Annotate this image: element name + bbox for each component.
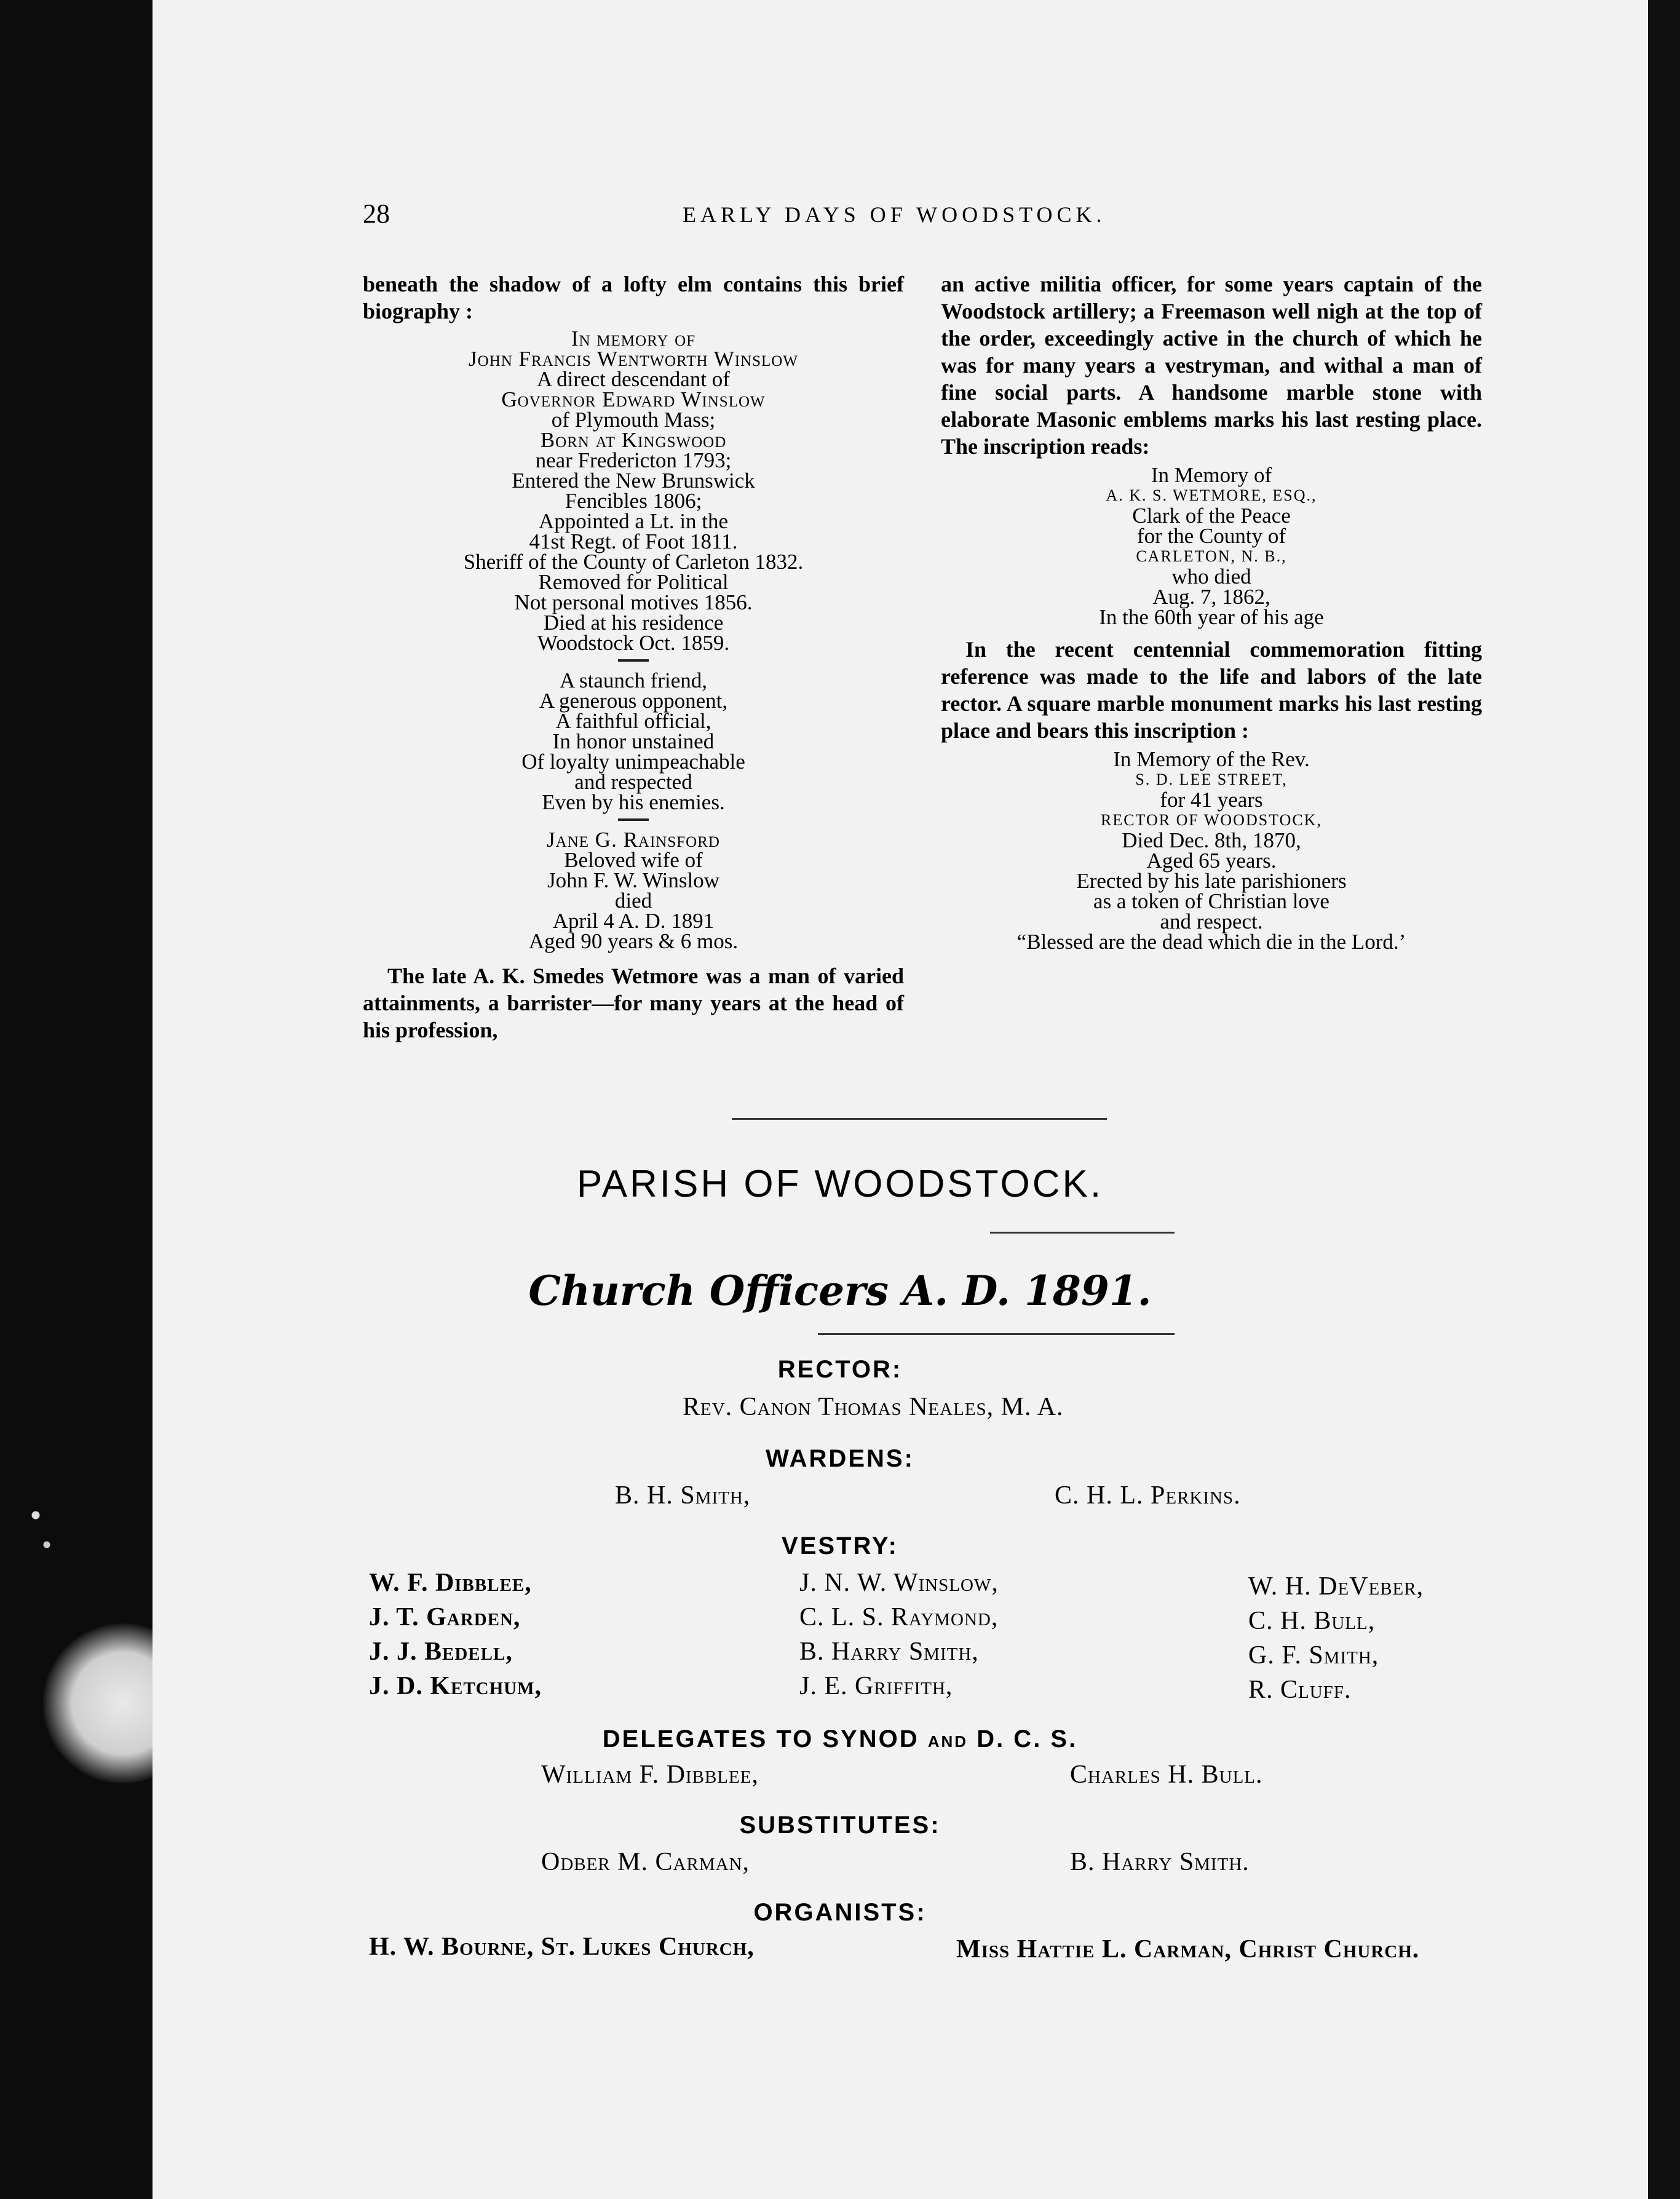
wetmore-inscription-line: In Memory of	[1151, 463, 1272, 487]
right-column	[941, 271, 1482, 952]
substitute-name: Odber M. Carman,	[541, 1848, 750, 1876]
parish-heading: PARISH OF WOODSTOCK.	[576, 1163, 1104, 1205]
inscription-line: Appointed a Lt. in the	[538, 509, 729, 533]
warden-name: B. H. Smith,	[615, 1481, 751, 1510]
wife-inscription-line: John F. W. Winslow	[547, 868, 720, 892]
inscription-line: 41st Regt. of Foot 1811.	[529, 529, 738, 553]
street-inscription-line: RECTOR OF WOODSTOCK,	[1101, 811, 1322, 829]
inscription-line: Born at Kingswood	[540, 428, 727, 452]
tribute-line: A generous opponent,	[539, 689, 728, 713]
vestry-member: W. H. DeVeber,	[1248, 1572, 1424, 1601]
inscription-line: In memory of	[571, 327, 696, 351]
scan-right-edge	[1648, 0, 1680, 2199]
vestry-member: J. J. Bedell,	[369, 1638, 513, 1666]
vestry-member: C. L. S. Raymond,	[799, 1603, 999, 1631]
wife-inscription-line: Jane G. Rainsford	[547, 828, 720, 852]
organists-label: ORGANISTS:	[753, 1899, 927, 1926]
inscription-line: Removed for Political	[538, 570, 729, 594]
street-inscription-line: “Blessed are the dead which die in the Lord.’	[1016, 930, 1406, 954]
subtitle-rule	[818, 1333, 1175, 1335]
inscription-line: Not personal motives 1856.	[514, 590, 753, 614]
delegates-label-dcs: D. C. S.	[977, 1726, 1078, 1753]
street-inscription-line: for 41 years	[1160, 788, 1263, 812]
rector-name: Rev. Canon Thomas Neales, M. A.	[683, 1393, 1064, 1421]
inscription-line: Died at his residence	[543, 611, 724, 635]
tribute-line: Even by his enemies.	[542, 790, 725, 814]
centennial-paragraph: In the recent centennial commemoration fitting reference was made to the life and labors of the late rector. A square marble monument marks his last resting place and bears this inscription :	[941, 637, 1482, 743]
vestry-member: B. Harry Smith,	[799, 1638, 979, 1666]
inscription-line: near Fredericton 1793;	[535, 448, 732, 472]
wetmore-paragraph: The late A. K. Smedes Wetmore was a man of varied attainments, a barrister—for many years at the head of his profession,	[363, 964, 904, 1042]
inscription-line: Fencibles 1806;	[565, 489, 702, 513]
inscription-line: John Francis Wentworth Winslow	[469, 347, 798, 371]
street-inscription-line: as a token of Christian love	[1093, 889, 1329, 913]
inscription-line: Entered the New Brunswick	[512, 469, 755, 493]
wetmore-inscription-line: Clark of the Peace	[1132, 504, 1291, 528]
wetmore-inscription-line: In the 60th year of his age	[1099, 605, 1324, 629]
inscription-line: A direct descendant of	[537, 367, 730, 391]
running-title: EARLY DAYS OF WOODSTOCK.	[683, 202, 1106, 227]
church-officers-subtitle: Church Officers A. D. 1891.	[528, 1267, 1152, 1315]
wetmore-inscription-line: CARLETON, N. B.,	[1136, 547, 1287, 565]
wife-inscription-line: Beloved wife of	[564, 848, 703, 872]
page-number: 28	[363, 199, 390, 229]
tribute-line: In honor unstained	[552, 729, 715, 753]
vestry-label: VESTRY:	[782, 1532, 898, 1559]
street-inscription-line: Aged 65 years.	[1146, 849, 1277, 873]
tribute-line: and respected	[574, 770, 692, 794]
vestry-member: J. D. Ketchum,	[369, 1672, 542, 1700]
rector-label: RECTOR:	[777, 1356, 903, 1383]
separator-dash	[618, 659, 649, 662]
tribute-line: Of loyalty unimpeachable	[521, 750, 745, 774]
substitutes-label: SUBSTITUTES:	[739, 1812, 941, 1839]
delegates-label-main: DELEGATES TO SYNOD	[602, 1726, 919, 1753]
wife-inscription-line: Aged 90 years & 6 mos.	[528, 929, 739, 953]
tribute-line: A faithful official,	[555, 709, 711, 733]
delegates-label-and: AND	[927, 1732, 969, 1751]
tribute-line: A staunch friend,	[559, 668, 708, 692]
organist-name: H. W. Bourne, St. Lukes Church,	[369, 1933, 755, 1961]
wetmore-inscription-line: for the County of	[1136, 524, 1286, 548]
inscription-line: of Plymouth Mass;	[551, 408, 716, 432]
street-inscription-line: S. D. LEE STREET,	[1135, 771, 1288, 788]
street-inscription-line: and respect.	[1160, 909, 1263, 933]
vestry-member: W. F. Dibblee,	[369, 1569, 532, 1597]
vestry-member: C. H. Bull,	[1248, 1607, 1376, 1635]
winslow-intro-paragraph: beneath the shadow of a lofty elm contains this brief biography :	[363, 272, 904, 323]
wetmore-continued-paragraph: an active militia officer, for some years captain of the Woodstock artillery; a Freemason well nigh at the top of the order, exceedingly active in the church of which he was for many years a vestryman, and withal a man of fine social parts. A handsome marble stone with elaborate Masonic emblems marks his last resting place. The inscription reads:	[941, 272, 1482, 459]
heading-rule	[990, 1232, 1175, 1234]
warden-name: C. H. L. Perkins.	[1055, 1481, 1241, 1510]
separator-dash	[618, 818, 649, 821]
left-column	[363, 271, 904, 1044]
substitute-name: B. Harry Smith.	[1070, 1848, 1250, 1876]
wife-inscription-line: April 4 A. D. 1891	[552, 909, 715, 933]
delegate-name: Charles H. Bull.	[1070, 1761, 1263, 1789]
vestry-member: R. Cluff.	[1248, 1676, 1352, 1704]
vestry-member: J. N. W. Winslow,	[799, 1569, 999, 1597]
inscription-line: Woodstock Oct. 1859.	[537, 631, 730, 655]
street-inscription-line: Erected by his late parishioners	[1076, 869, 1347, 893]
inscription-line: Sheriff of the County of Carleton 1832.	[463, 550, 804, 574]
inscription-line: Governor Edward Winslow	[501, 387, 766, 411]
vestry-member: J. E. Griffith,	[799, 1672, 953, 1700]
vestry-member: G. F. Smith,	[1248, 1641, 1379, 1670]
street-inscription-line: Died Dec. 8th, 1870,	[1122, 828, 1301, 852]
wetmore-inscription-line: who died	[1171, 565, 1251, 588]
wetmore-inscription-line: A. K. S. WETMORE, ESQ.,	[1106, 486, 1317, 504]
wardens-label: WARDENS:	[766, 1445, 914, 1472]
delegate-name: William F. Dibblee,	[541, 1761, 759, 1789]
street-inscription-line: In Memory of the Rev.	[1113, 747, 1310, 771]
wife-inscription-line: died	[614, 889, 652, 913]
vestry-member: J. T. Garden,	[369, 1603, 521, 1631]
wetmore-inscription-line: Aug. 7, 1862,	[1152, 585, 1270, 609]
section-rule	[732, 1118, 1107, 1120]
delegates-label	[0, 1726, 1680, 1753]
organist-name: Miss Hattie L. Carman, Christ Church.	[956, 1935, 1420, 1963]
running-header	[363, 198, 1488, 232]
